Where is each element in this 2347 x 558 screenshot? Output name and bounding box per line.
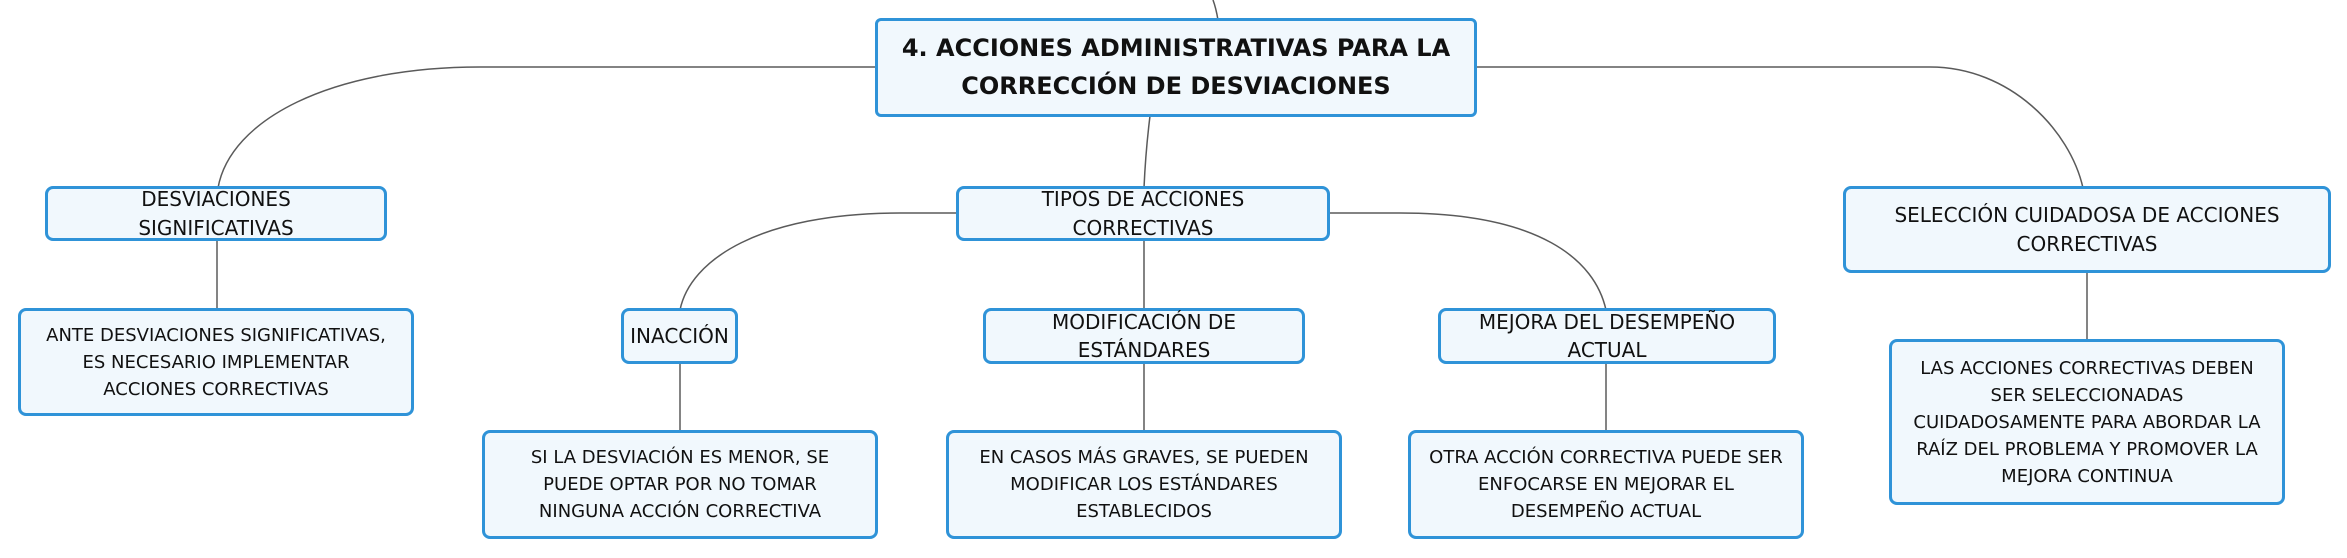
branch-seleccion-cuidadosa[interactable]: SELECCIÓN CUIDADOSA DE ACCIONES CORRECTIVAS (1843, 186, 2331, 273)
child-modificacion-de-estandares[interactable]: MODIFICACIÓN DE ESTÁNDARES (983, 308, 1305, 364)
connector-root-tipos (1144, 116, 1150, 188)
detail-seleccion-cuidadosa[interactable]: LAS ACCIONES CORRECTIVAS DEBEN SER SELECCIONADAS CUIDADOSAMENTE PARA ABORDAR LA RAÍZ DEL PROBLEMA Y PROMOVER LA MEJORA CONTINUA (1889, 339, 2285, 505)
connector-root-desviaciones (218, 67, 875, 188)
connector-tipos-mejora (1328, 213, 1606, 310)
connector-tipos-inaccion (680, 213, 958, 310)
root-topic[interactable]: 4. ACCIONES ADMINISTRATIVAS PARA LA CORRECCIÓN DE DESVIACIONES (875, 18, 1477, 117)
branch-tipos-acciones-correctivas[interactable]: TIPOS DE ACCIONES CORRECTIVAS (956, 186, 1330, 241)
detail-desviaciones-significativas[interactable]: ANTE DESVIACIONES SIGNIFICATIVAS, ES NECESARIO IMPLEMENTAR ACCIONES CORRECTIVAS (18, 308, 414, 416)
branch-desviaciones-significativas[interactable]: DESVIACIONES SIGNIFICATIVAS (45, 186, 387, 241)
detail-modificacion-de-estandares[interactable]: EN CASOS MÁS GRAVES, SE PUEDEN MODIFICAR LOS ESTÁNDARES ESTABLECIDOS (946, 430, 1342, 539)
connector-root-parent (1213, 0, 1218, 20)
detail-inaccion[interactable]: SI LA DESVIACIÓN ES MENOR, SE PUEDE OPTAR POR NO TOMAR NINGUNA ACCIÓN CORRECTIVA (482, 430, 878, 539)
child-inaccion[interactable]: INACCIÓN (621, 308, 738, 364)
child-mejora-del-desempeno-actual[interactable]: MEJORA DEL DESEMPEÑO ACTUAL (1438, 308, 1776, 364)
connector-root-seleccion (1476, 67, 2083, 188)
detail-mejora-del-desempeno-actual[interactable]: OTRA ACCIÓN CORRECTIVA PUEDE SER ENFOCARSE EN MEJORAR EL DESEMPEÑO ACTUAL (1408, 430, 1804, 539)
